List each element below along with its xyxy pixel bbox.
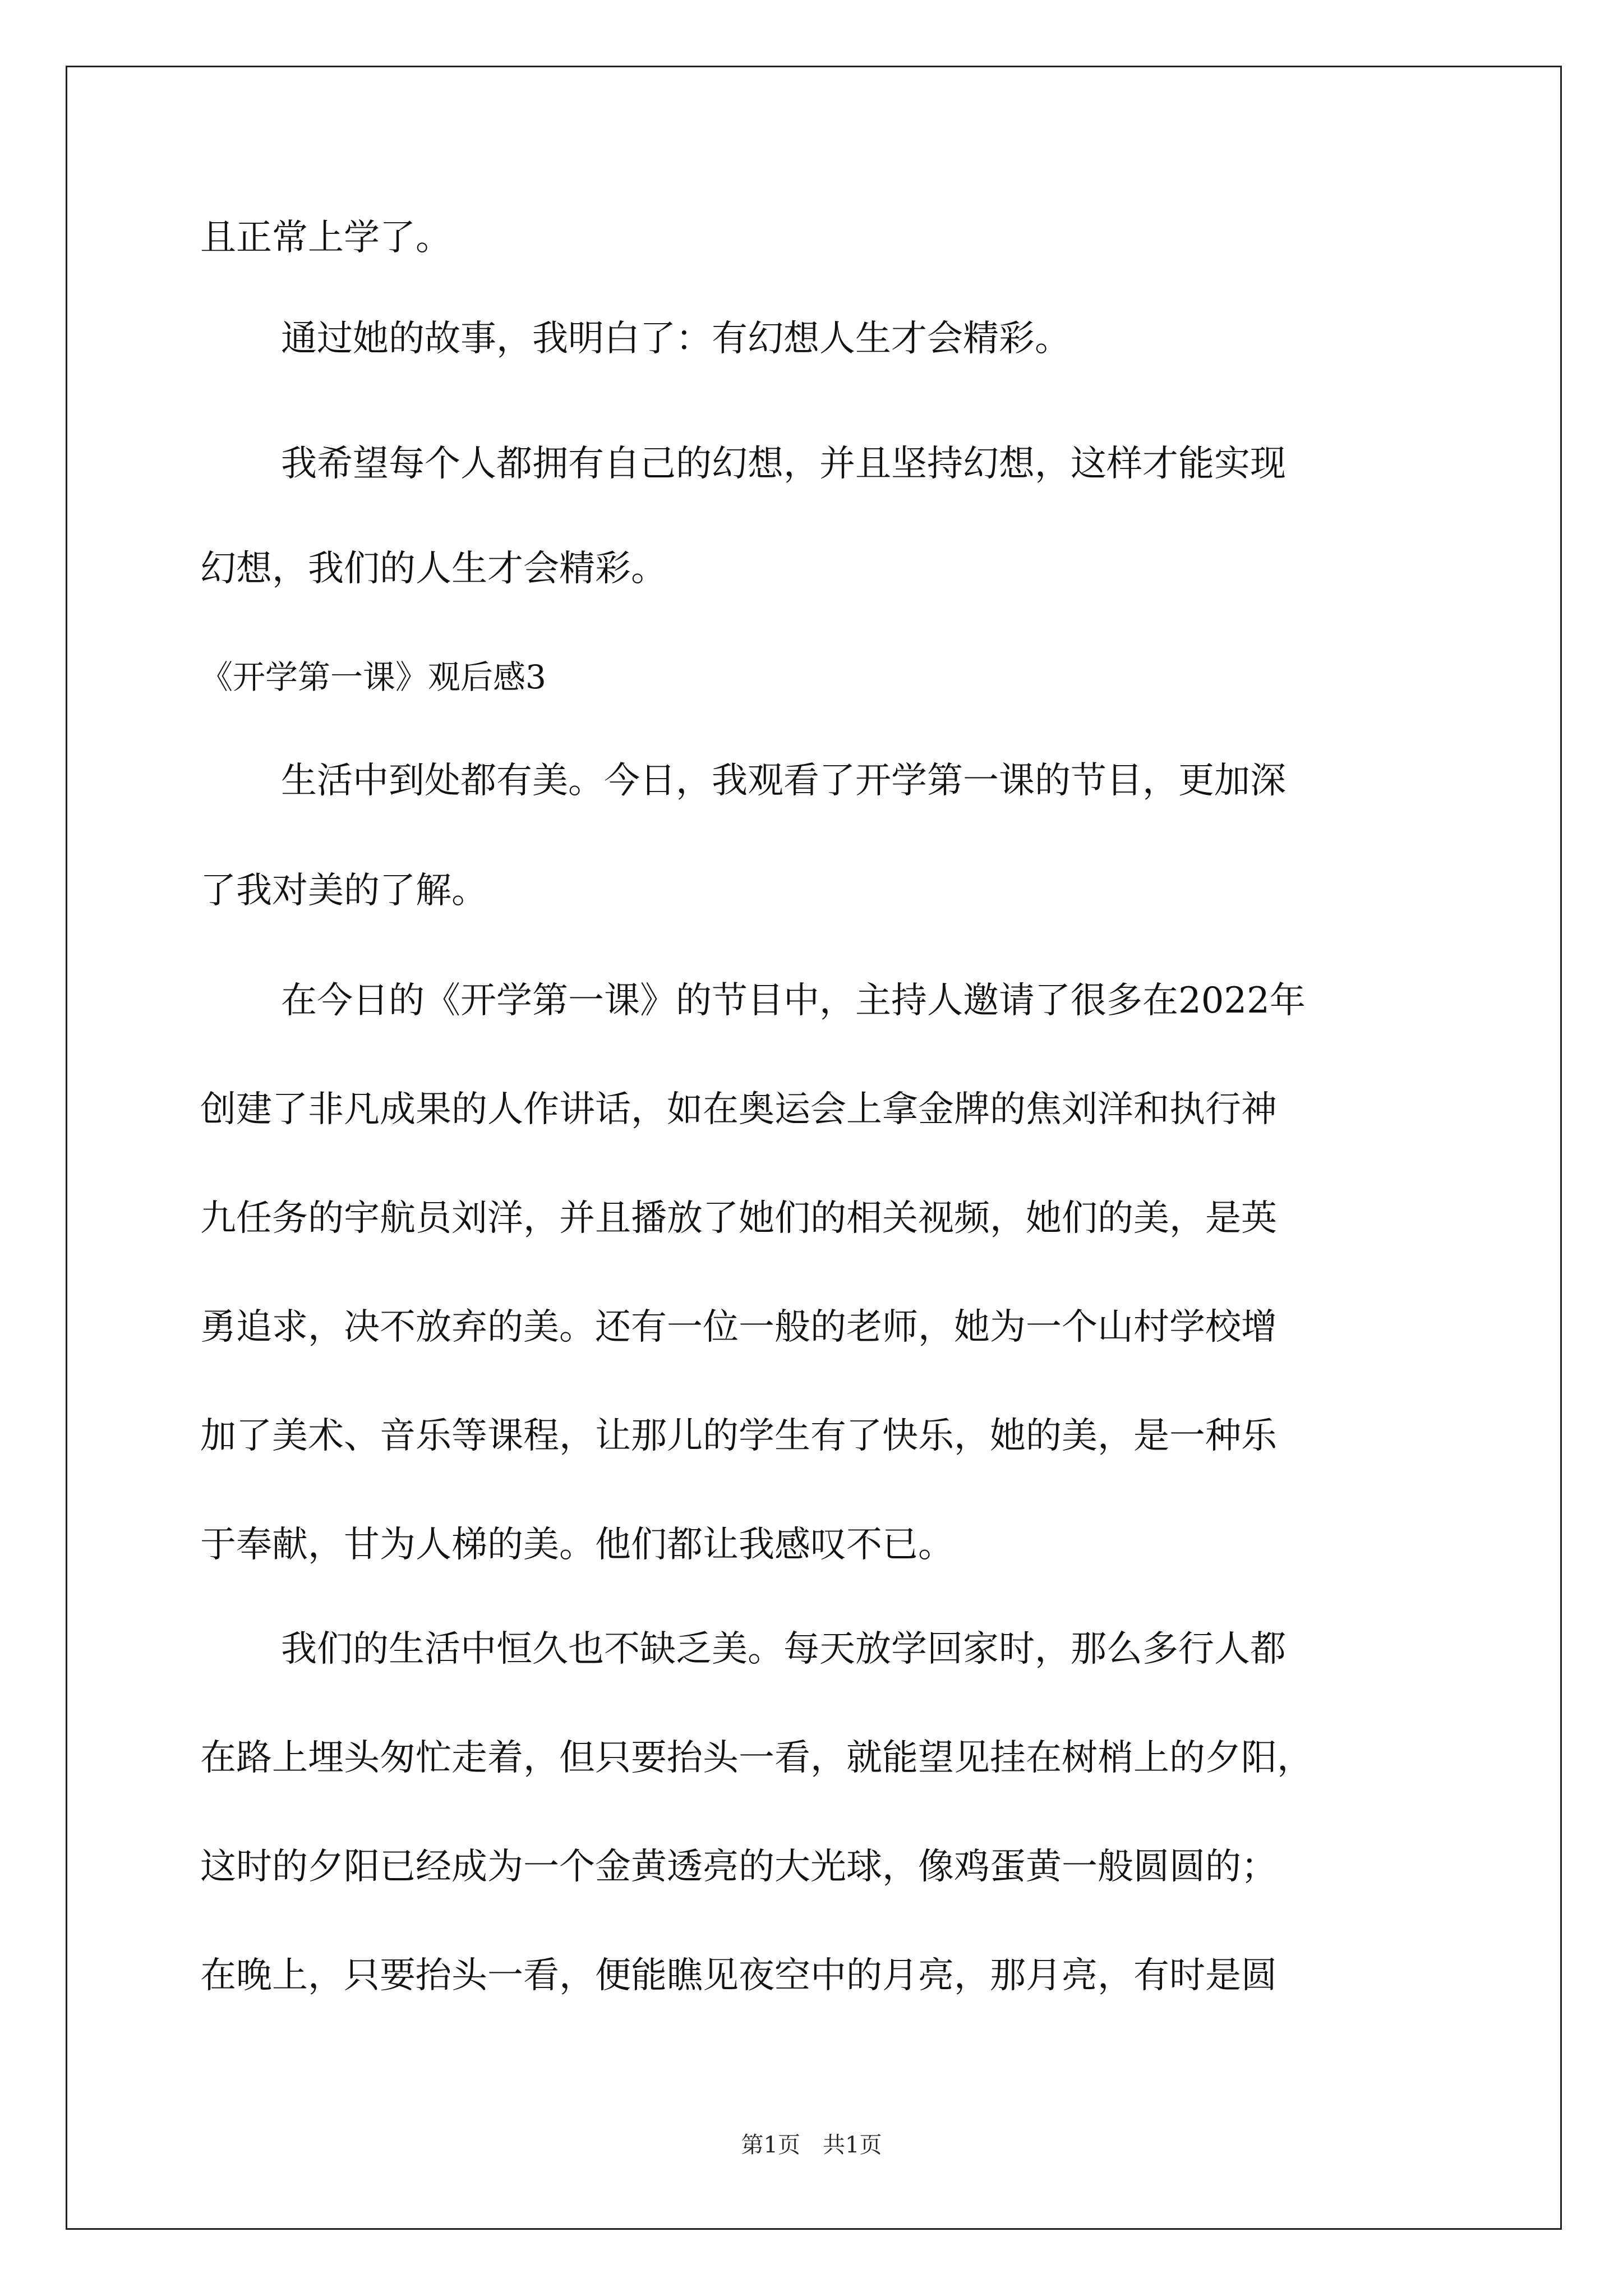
paragraph-line: 九任务的宇航员刘洋，并且播放了她们的相关视频，她们的美，是英: [200, 1198, 1277, 1239]
paragraph-line: 勇追求，决不放弃的美。还有一位一般的老师，她为一个山村学校增: [200, 1306, 1277, 1348]
paragraph-line: 在今日的《开学第一课》的节目中，主持人邀请了很多在2022年: [281, 980, 1306, 1022]
paragraph-line: 创建了非凡成果的人作讲话，如在奥运会上拿金牌的焦刘洋和执行神: [200, 1089, 1277, 1130]
section-heading: 《开学第一课》观后感3: [200, 658, 546, 696]
paragraph-line: 了我对美的了解。: [200, 870, 487, 912]
paragraph-line: 通过她的故事，我明白了：有幻想人生才会精彩。: [281, 318, 1071, 360]
paragraph-line: 我希望每个人都拥有自己的幻想，并且坚持幻想，这样才能实现: [281, 443, 1286, 485]
paragraph-line: 加了美术、音乐等课程，让那儿的学生有了快乐，她的美，是一种乐: [200, 1415, 1277, 1457]
page-number: 第1页 共1页: [741, 2132, 882, 2158]
paragraph-line: 我们的生活中恒久也不缺乏美。每天放学回家时，那么多行人都: [281, 1628, 1286, 1670]
paragraph-line: 幻想，我们的人生才会精彩。: [200, 548, 667, 590]
paragraph-line: 在晚上，只要抬头一看，便能瞧见夜空中的月亮，那月亮，有时是圆: [200, 1955, 1277, 1996]
page-border: [66, 66, 1562, 2230]
paragraph-line: 这时的夕阳已经成为一个金黄透亮的大光球，像鸡蛋黄一般圆圆的；: [200, 1846, 1277, 1888]
paragraph-line: 在路上埋头匆忙走着，但只要抬头一看，就能望见挂在树梢上的夕阳，: [200, 1737, 1313, 1779]
paragraph-line: 于奉献，甘为人梯的美。他们都让我感叹不已。: [200, 1524, 954, 1566]
paragraph-line: 生活中到处都有美。今日，我观看了开学第一课的节目，更加深: [281, 760, 1286, 802]
paragraph-line: 且正常上学了。: [200, 217, 451, 259]
